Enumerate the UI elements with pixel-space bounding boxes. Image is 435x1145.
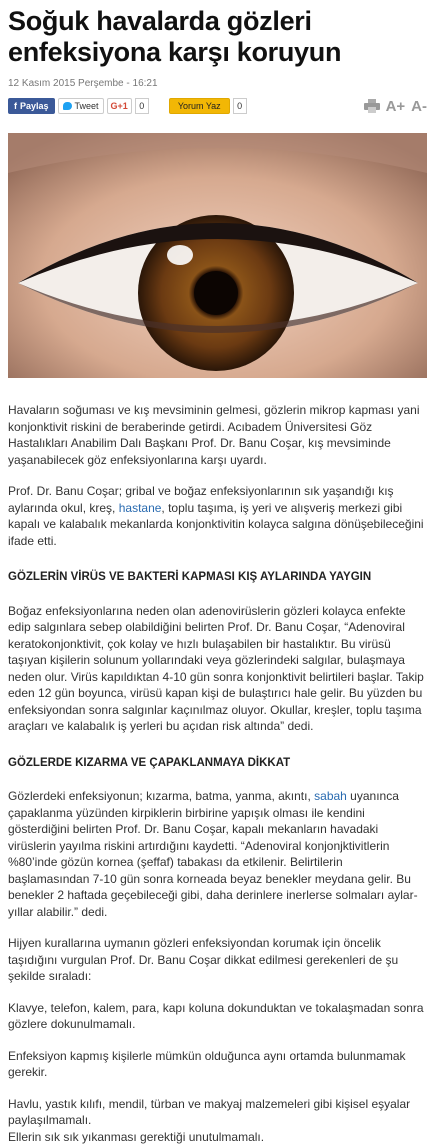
paragraph-4 bbox=[8, 788, 427, 920]
gplus-count: 0 bbox=[135, 98, 149, 114]
twitter-share-button[interactable] bbox=[58, 98, 104, 114]
paragraph-2-text-a: Prof. Dr. Banu Coşar; gribal ve boğaz enfeksiyonlarının sık yaşandığı kış aylarında okul, kreş, bbox=[8, 484, 394, 515]
article-image bbox=[8, 133, 427, 378]
article-date: 12 Kasım 2015 Perşembe - 16:21 bbox=[0, 68, 435, 89]
paragraph-8: Havlu, yastık kılıfı, mendil, türban ve makyaj malzemeleri gibi kişisel eşyalar paylaşılmamalı. bbox=[8, 1096, 427, 1129]
facebook-icon: f bbox=[14, 101, 17, 111]
paragraph-5: Hijyen kurallarına uymanın gözleri enfeksiyondan korumak için öncelik taşıdığını vurgulan Prof. Dr. Banu Coşar dikkat edilmesi gerekenleri de şu şekilde sıraladı: bbox=[8, 935, 427, 985]
font-decrease-button[interactable]: A- bbox=[411, 98, 427, 115]
article-body bbox=[0, 402, 435, 1145]
article-tools bbox=[364, 98, 427, 115]
font-increase-button[interactable]: A+ bbox=[386, 98, 406, 115]
gplus-share-button[interactable] bbox=[107, 98, 132, 114]
paragraph-9: Ellerin sık sık yıkanması gerektiği unutulmamalı. bbox=[8, 1129, 427, 1145]
paragraph-4-text-b: uyanınca çapaklanma yüzünden kirpiklerin birbirine yapışık olması ile kendini gösterdiğini belirten Prof. Dr. Banu Coşar, kapalı mekanların havadaki virüslerin yayılma riskini artırdığını kaydetti. “Adenoviral konjonjktivitlerin %80’inde gözün kornea (şeffaf) tabakası da etkilenir. Belirtilerin başlamasından 7-10 gün sonra korneada beyaz benekler meydana gelir. Bu benekler 2 haftada geçebileceği gibi, daha derinlere inerlerse solmaları aylar-yıllar alabilir.” dedi. bbox=[8, 789, 418, 919]
paragraph-2-text-b: , toplu taşıma, iş yeri ve alışveriş merkezi gibi kapalı ve kalabalık mekanlarda konjonktivitin kolayca salgına dönüşebileceğini ifade etti. bbox=[8, 501, 424, 548]
sabah-link[interactable]: sabah bbox=[314, 789, 347, 803]
hastane-link[interactable]: hastane bbox=[119, 501, 162, 515]
facebook-share-label: Paylaş bbox=[20, 101, 49, 111]
comment-button[interactable]: Yorum Yaz bbox=[169, 98, 230, 114]
paragraph-3: Boğaz enfeksiyonlarına neden olan adenovirüslerin gözleri kolayca enfekte edip salgınlara sebep olabildiğini belirten Prof. Dr. Banu Coşar, “Adenoviral keratokonjonktivit, çok kolay ve hızlı bulaşabilen bir hastalıktır. Bu virüsü taşıyan kişilerin solunum yollarındaki veya gözlerindeki salgılar, bulaşmaya neden olur. Virüs kapıldıktan 4-10 gün sonra konjonktivit belirtileri başlar. Takip eden 12 gün boyunca, virüsü kapan kişi de bulaştırıcı hale gelir. Bu yüzden bu enfeksiyondan sonra salgınlar kaçınılmaz oluyor. Okullar, kreşler, toplu taşıma araçları ve kalabalık iş yerleri bu açıdan risk altında” dedi. bbox=[8, 603, 427, 735]
eye-photo bbox=[8, 133, 427, 378]
paragraph-6: Klavye, telefon, kalem, para, kapı koluna dokunduktan ve tokalaşmadan sonra gözlere dokunulmamalı. bbox=[8, 1000, 427, 1033]
paragraph-2 bbox=[8, 483, 427, 549]
paragraph-7: Enfeksiyon kapmış kişilerle mümkün olduğunca aynı ortamda bulunmamak gerekir. bbox=[8, 1048, 427, 1081]
twitter-icon bbox=[63, 102, 72, 110]
subheading-virus: GÖZLERİN VİRÜS VE BAKTERİ KAPMASI KIŞ AYLARINDA YAYGIN bbox=[8, 569, 427, 586]
comment-count: 0 bbox=[233, 98, 247, 114]
print-icon[interactable] bbox=[364, 99, 380, 113]
share-bar bbox=[0, 89, 435, 115]
subheading-redness: GÖZLERDE KIZARMA VE ÇAPAKLANMAYA DİKKAT bbox=[8, 755, 427, 772]
paragraph-4-text-a: Gözlerdeki enfeksiyonun; kızarma, batma, yanma, akıntı, bbox=[8, 789, 314, 803]
twitter-share-label: Tweet bbox=[75, 101, 99, 111]
facebook-share-button[interactable] bbox=[8, 98, 55, 114]
article-title: Soğuk havalarda gözleri enfeksiyona karşı koruyun bbox=[0, 0, 435, 68]
gplus-share-label: G+1 bbox=[111, 101, 128, 111]
paragraph-intro: Havaların soğuması ve kış mevsiminin gelmesi, gözlerin mikrop kapması yani konjonktivit riskini de beraberinde getirdi. Acıbadem Üniversitesi Göz Hastalıkları Anabilim Dalı Başkanı Prof. Dr. Banu Coşar, kış mevsiminde yaşanabilecek göz enfeksiyonlarına karşı uyardı. bbox=[8, 402, 427, 468]
